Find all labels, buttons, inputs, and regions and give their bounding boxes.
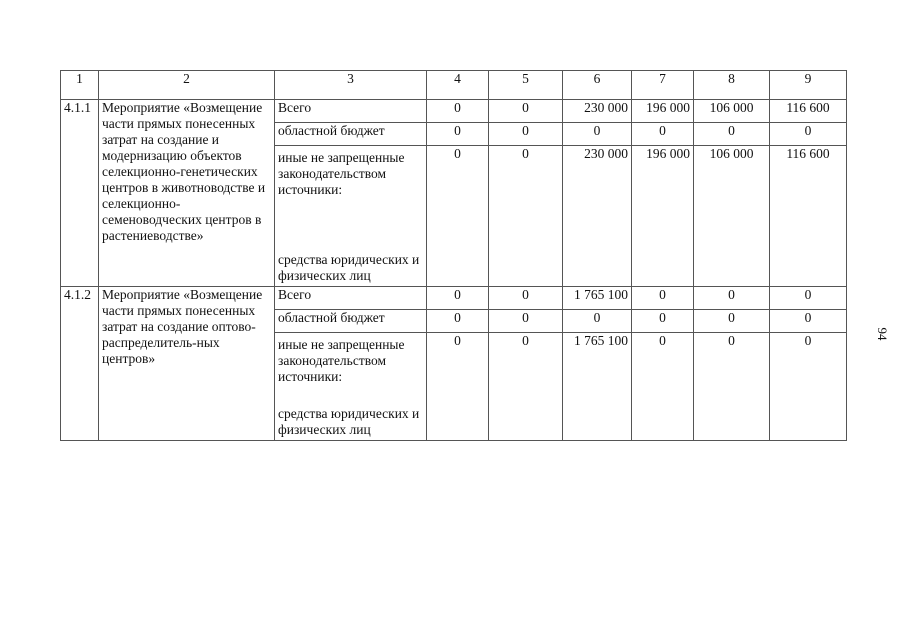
value-cell: 116 600 [770, 146, 847, 287]
value-cell: 0 [489, 333, 563, 441]
header-cell: 5 [489, 71, 563, 100]
value-cell: 0 [694, 123, 770, 146]
measure-description: Мероприятие «Возмещение части прямых понесенных затрат на создание оптово-распределитель-ных центров» [99, 287, 275, 441]
header-cell: 8 [694, 71, 770, 100]
value-cell: 0 [632, 333, 694, 441]
value-cell: 0 [489, 100, 563, 123]
header-cell: 9 [770, 71, 847, 100]
value-cell: 0 [427, 333, 489, 441]
value-cell: 1 765 100 [563, 287, 632, 310]
value-cell: 1 765 100 [563, 333, 632, 441]
value-cell: 0 [632, 310, 694, 333]
value-cell: 0 [489, 310, 563, 333]
measure-code: 4.1.1 [61, 100, 99, 287]
value-cell: 196 000 [632, 100, 694, 123]
value-cell: 106 000 [694, 146, 770, 287]
value-cell: 0 [770, 310, 847, 333]
value-cell: 0 [563, 123, 632, 146]
table-row [61, 287, 847, 310]
header-cell: 6 [563, 71, 632, 100]
row-label-stack [275, 146, 427, 287]
value-cell: 0 [427, 287, 489, 310]
header-cell: 7 [632, 71, 694, 100]
value-cell: 0 [427, 146, 489, 287]
budget-table [60, 70, 847, 441]
row-label-top: иные не запрещенные законодательством источники: [278, 337, 405, 384]
value-cell: 106 000 [694, 100, 770, 123]
value-cell: 0 [770, 123, 847, 146]
measure-description: Мероприятие «Возмещение части прямых понесенных затрат на создание и модернизацию объектов селекционно-генетических центров в животноводстве и селекционно-семеноводческих центров в растениеводстве» [99, 100, 275, 287]
value-cell: 0 [563, 310, 632, 333]
row-label-bottom: средства юридических и физических лиц [278, 252, 420, 283]
header-cell: 2 [99, 71, 275, 100]
row-label: областной бюджет [275, 123, 427, 146]
value-cell: 0 [489, 146, 563, 287]
header-row [61, 71, 847, 100]
row-label: Всего [275, 287, 427, 310]
value-cell: 196 000 [632, 146, 694, 287]
value-cell: 0 [632, 287, 694, 310]
header-cell: 3 [275, 71, 427, 100]
value-cell: 0 [489, 287, 563, 310]
page-number: 94 [875, 327, 890, 341]
row-label-stack [275, 333, 427, 441]
value-cell: 0 [694, 287, 770, 310]
header-cell: 1 [61, 71, 99, 100]
header-cell: 4 [427, 71, 489, 100]
value-cell: 0 [770, 287, 847, 310]
row-label-top: иные не запрещенные законодательством источники: [278, 150, 405, 197]
table-row [61, 100, 847, 123]
value-cell: 230 000 [563, 100, 632, 123]
value-cell: 0 [694, 333, 770, 441]
value-cell: 0 [489, 123, 563, 146]
row-label-bottom: средства юридических и физических лиц [278, 406, 420, 437]
value-cell: 0 [427, 123, 489, 146]
row-label: Всего [275, 100, 427, 123]
value-cell: 0 [770, 333, 847, 441]
value-cell: 230 000 [563, 146, 632, 287]
value-cell: 0 [632, 123, 694, 146]
value-cell: 116 600 [770, 100, 847, 123]
value-cell: 0 [427, 310, 489, 333]
measure-code: 4.1.2 [61, 287, 99, 441]
row-label: областной бюджет [275, 310, 427, 333]
value-cell: 0 [427, 100, 489, 123]
value-cell: 0 [694, 310, 770, 333]
